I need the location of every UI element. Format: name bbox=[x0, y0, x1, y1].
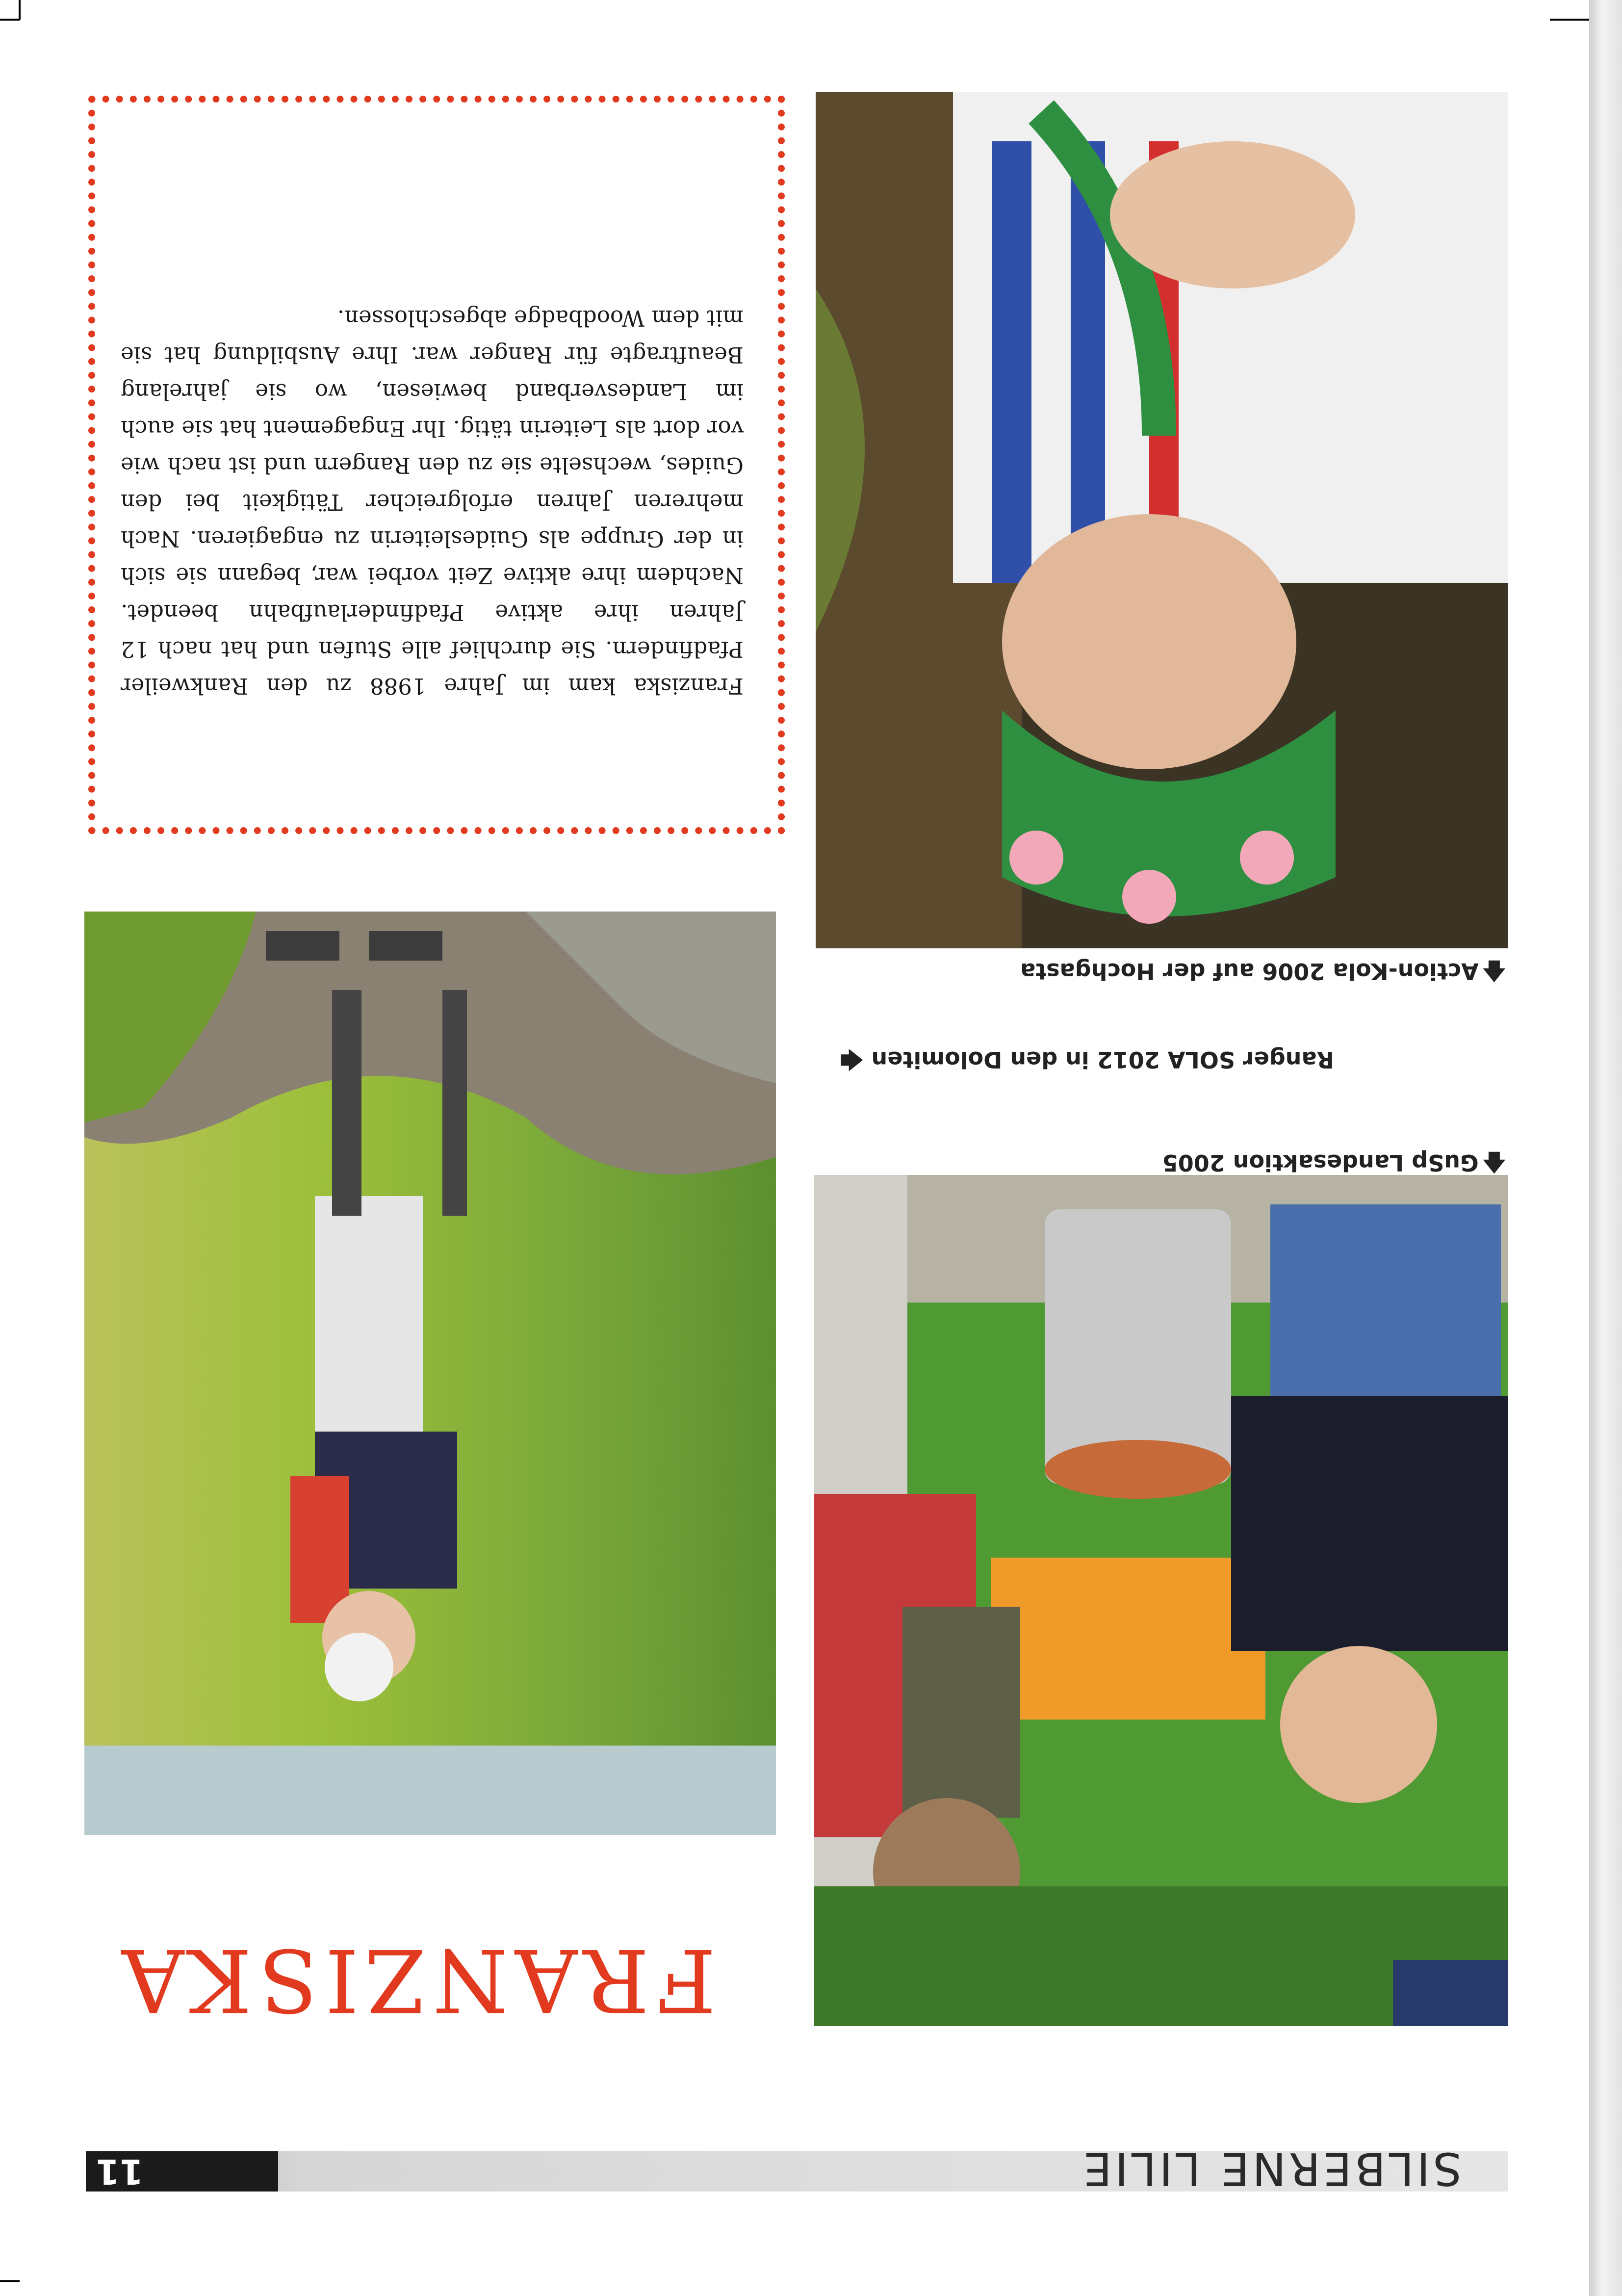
hiker-mountain-photo bbox=[84, 912, 776, 1835]
bio-text: Franziska kam im Jahre 1988 zu den Rankweiler Pfadfindern. Sie durchlief alle Stufen und hat nach 12 Jahren ihre aktive Pfadfinderlaufbahn beendet. Nachdem ihre aktive Zeit vorbei war, begann sie sich in der Gruppe als Guidesleiterin zu engagieren. Nach mehreren Jahren erfolgreicher Tätigkeit bei den Guides, wechselte sie zu den Rangern und ist nach wie vor dort als Leiterin tätig. Ihr Engagement hat sie auch im Landesverband bewiesen, wo sie jahrelang Beauftragte für Ranger war. Ihre Ausbildung hat sie mit dem Woodbadge abgeschlossen. bbox=[121, 305, 744, 699]
arrow-left-icon: 🡄 bbox=[840, 1046, 864, 1073]
bio-box bbox=[88, 96, 785, 834]
article-title: FRANZISKA bbox=[115, 1930, 716, 2030]
arrow-up-icon: 🡅 bbox=[1482, 958, 1506, 985]
portrait-green-hat-photo bbox=[816, 92, 1508, 948]
arrow-up-icon: 🡅 bbox=[1482, 1149, 1506, 1176]
magazine-title: SILBERNE LILIE bbox=[1080, 2142, 1462, 2195]
page-edge bbox=[1589, 0, 1622, 2296]
caption-action-kola: 🡅Action-Kola 2006 auf der Hochgasta bbox=[927, 957, 1506, 986]
caption-gusp: 🡅GuSp Landesaktion 2005 bbox=[1128, 1148, 1506, 1177]
cooking-camp-photo bbox=[814, 1175, 1508, 2026]
page-number: 11 bbox=[96, 2151, 144, 2192]
caption-ranger-sola: Ranger SOLA 2012 in den Dolomiten 🡄 bbox=[814, 1045, 1334, 1074]
